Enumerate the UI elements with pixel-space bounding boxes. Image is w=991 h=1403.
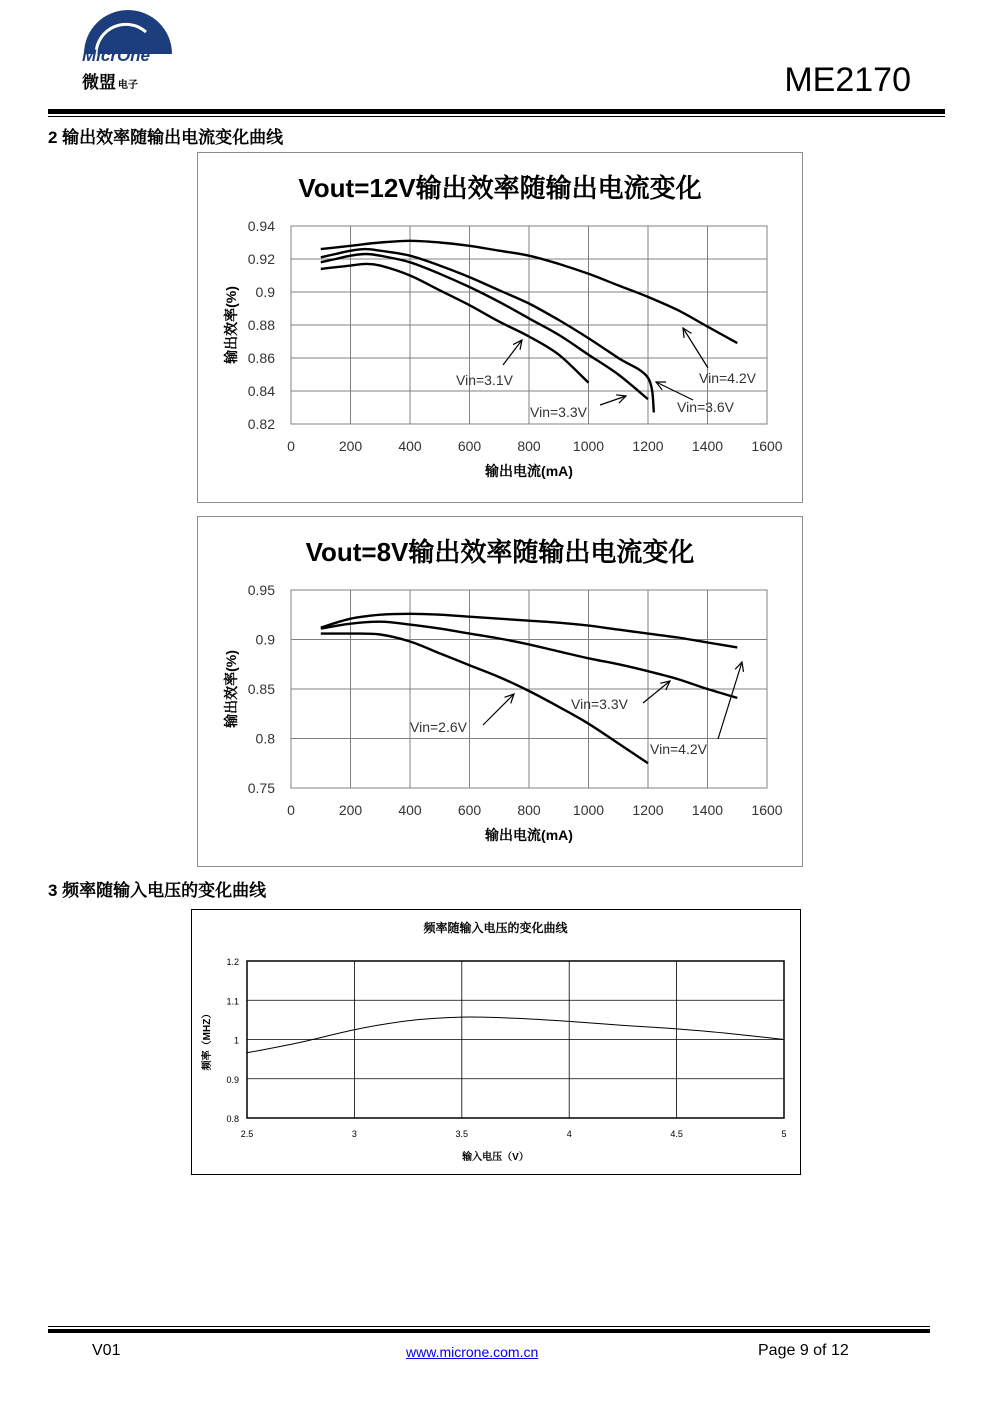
footer-url-wrap bbox=[406, 1344, 538, 1362]
x-tick-label: 0 bbox=[287, 802, 295, 818]
section-title-frequency: 3 频率随输入电压的变化曲线 bbox=[48, 881, 267, 900]
x-tick-label: 4.5 bbox=[670, 1129, 683, 1139]
y-tick-label: 1.2 bbox=[226, 957, 239, 967]
chart-8v-svg bbox=[198, 517, 802, 866]
y-tick-label: 0.9 bbox=[226, 1074, 239, 1085]
y-tick-label: 0.86 bbox=[247, 350, 275, 366]
y-tick-label: 0.9 bbox=[255, 284, 275, 300]
y-axis-label: 输出效率(%) bbox=[223, 286, 239, 364]
x-tick-label: 400 bbox=[398, 802, 422, 818]
footer-rule bbox=[48, 1329, 930, 1333]
series-line bbox=[247, 1017, 784, 1053]
y-axis-label: 频率（MHZ） bbox=[202, 1008, 213, 1071]
footer-url-link[interactable]: www.microne.com.cn bbox=[406, 1344, 539, 1360]
x-tick-label: 200 bbox=[338, 438, 363, 454]
x-tick-label: 1000 bbox=[572, 802, 605, 818]
y-tick-label: 0.95 bbox=[247, 582, 275, 598]
y-tick-label: 1 bbox=[233, 1035, 239, 1046]
x-tick-label: 2.5 bbox=[240, 1129, 254, 1139]
y-tick-label: 1.1 bbox=[226, 996, 239, 1007]
chart-8v bbox=[197, 516, 803, 867]
logo-cn-main: 微盟 bbox=[82, 73, 116, 92]
x-tick-label: 5 bbox=[781, 1129, 787, 1139]
x-tick-label: 200 bbox=[338, 802, 363, 818]
y-tick-label: 0.85 bbox=[247, 681, 275, 697]
annotation-arrow bbox=[718, 662, 742, 739]
series-annotation: Vin=4.2V bbox=[699, 370, 756, 386]
annotation-arrow bbox=[683, 328, 708, 368]
x-tick-label: 3 bbox=[351, 1129, 357, 1139]
header-rule bbox=[48, 109, 945, 114]
chart-frequency bbox=[191, 909, 801, 1175]
y-tick-label: 0.75 bbox=[247, 780, 275, 796]
x-tick-label: 1400 bbox=[691, 802, 724, 818]
x-tick-label: 0 bbox=[287, 438, 295, 454]
x-tick-label: 400 bbox=[398, 438, 422, 454]
y-tick-label: 0.84 bbox=[247, 383, 275, 399]
x-tick-label: 3.5 bbox=[455, 1129, 469, 1139]
x-axis-label: 输入电压（V） bbox=[462, 1152, 529, 1163]
y-tick-label: 0.92 bbox=[247, 251, 275, 267]
y-tick-label: 0.9 bbox=[255, 631, 275, 648]
annotation-arrow bbox=[483, 694, 514, 725]
series-annotation: Vin=3.1V bbox=[456, 372, 513, 388]
chart-title: 频率随输入电压的变化曲线 bbox=[423, 921, 568, 935]
y-tick-label: 0.8 bbox=[226, 1114, 239, 1124]
x-tick-label: 600 bbox=[457, 438, 482, 454]
x-axis-label: 输出电流(mA) bbox=[485, 463, 573, 479]
chart-title: Vout=12V输出效率随输出电流变化 bbox=[298, 173, 702, 203]
y-tick-label: 0.94 bbox=[247, 218, 275, 234]
chart-12v bbox=[197, 152, 803, 503]
y-tick-label: 0.82 bbox=[247, 416, 275, 432]
chart-12v-svg bbox=[198, 153, 802, 502]
footer-version: V01 bbox=[92, 1342, 121, 1359]
series-annotation: Vin=3.3V bbox=[530, 404, 587, 420]
x-tick-label: 1000 bbox=[572, 438, 605, 454]
annotation-arrow-head bbox=[683, 328, 691, 338]
y-axis-label: 输出效率(%) bbox=[223, 650, 239, 728]
header-rule-thin bbox=[48, 116, 945, 117]
model-number: ME2170 bbox=[784, 61, 911, 99]
footer-page: Page 9 of 12 bbox=[758, 1342, 849, 1359]
series-annotation: Vin=4.2V bbox=[650, 741, 707, 757]
x-tick-label: 1200 bbox=[632, 438, 664, 454]
y-tick-label: 0.88 bbox=[247, 317, 275, 333]
chart-frequency-svg bbox=[192, 910, 800, 1174]
series-annotation: Vin=3.3V bbox=[571, 696, 628, 712]
section-title-efficiency: 2 输出效率随输出电流变化曲线 bbox=[48, 128, 284, 147]
x-tick-label: 1200 bbox=[632, 802, 664, 818]
series-annotation: Vin=2.6V bbox=[410, 719, 467, 735]
annotation-arrow bbox=[643, 681, 670, 703]
x-tick-label: 1600 bbox=[751, 438, 783, 454]
chart-title: Vout=8V输出效率随输出电流变化 bbox=[305, 537, 695, 567]
x-tick-label: 4 bbox=[566, 1129, 572, 1139]
x-tick-label: 600 bbox=[457, 802, 482, 818]
annotation-arrow bbox=[503, 340, 522, 365]
x-tick-label: 1400 bbox=[691, 438, 724, 454]
series-annotation: Vin=3.6V bbox=[677, 399, 734, 415]
x-tick-label: 800 bbox=[517, 802, 541, 818]
series-line bbox=[321, 264, 589, 383]
logo-cn bbox=[82, 68, 138, 93]
footer-rule-thin bbox=[48, 1326, 930, 1327]
x-axis-label: 输出电流(mA) bbox=[485, 827, 573, 843]
logo-cn-small: 电子 bbox=[118, 80, 138, 91]
logo-text: MicrOne bbox=[82, 46, 151, 65]
x-tick-label: 800 bbox=[517, 438, 541, 454]
y-tick-label: 0.8 bbox=[255, 730, 275, 747]
x-tick-label: 1600 bbox=[751, 802, 783, 818]
